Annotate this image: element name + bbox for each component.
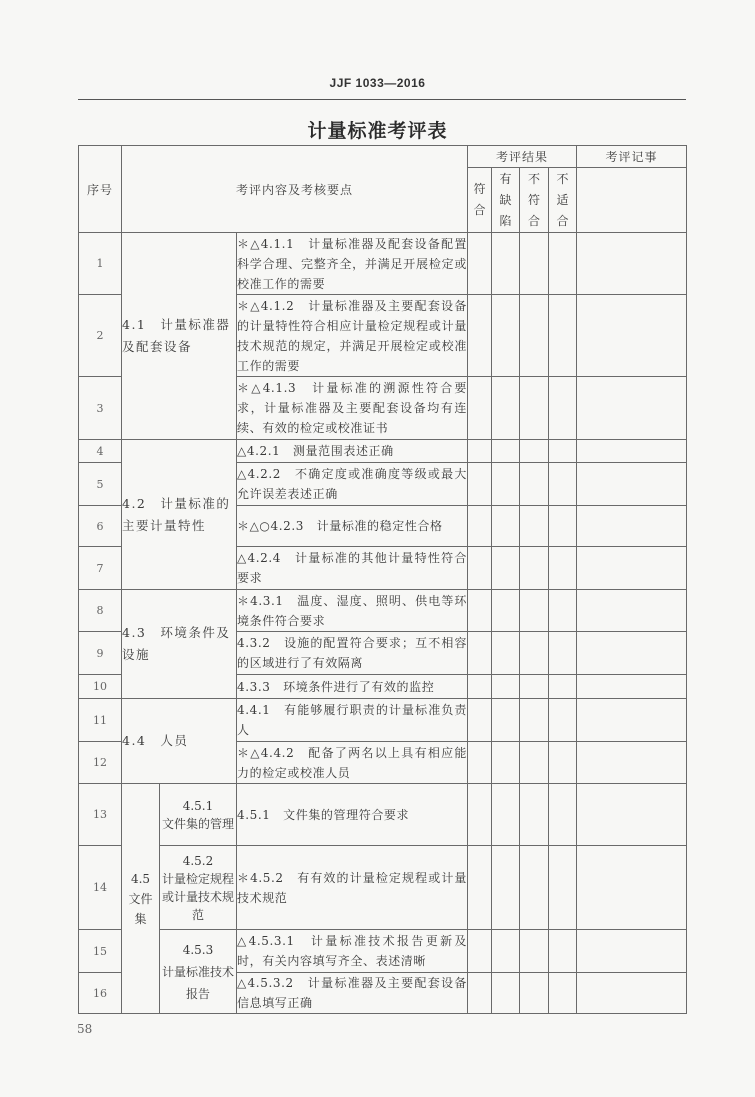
row-seq: 11 xyxy=(79,699,122,742)
notes-cell[interactable] xyxy=(577,846,687,930)
result-defect-cell[interactable] xyxy=(492,675,520,699)
row-item: 4.3.3 环境条件进行了有效的监控 xyxy=(237,675,468,699)
row-item: ＊△4.1.1 计量标准器及配套设备配置科学合理、完整齐全，并满足开展检定或校准工作的需要 xyxy=(237,233,468,295)
row-seq: 13 xyxy=(79,784,122,846)
result-fail-cell[interactable] xyxy=(520,377,549,440)
result-fail-cell[interactable] xyxy=(520,547,549,590)
result-pass-cell[interactable] xyxy=(468,930,492,973)
row-seq: 6 xyxy=(79,506,122,547)
table-row xyxy=(79,233,687,295)
result-defect-cell[interactable] xyxy=(492,742,520,784)
subcategory-4-5-2: 4.5.2 计量检定规程或计量技术规范 xyxy=(160,846,237,930)
row-seq: 2 xyxy=(79,295,122,377)
table-row xyxy=(79,784,687,846)
row-item: △4.2.1 测量范围表述正确 xyxy=(237,440,468,463)
result-pass-cell[interactable] xyxy=(468,590,492,632)
row-item: ＊△4.1.3 计量标准的溯源性符合要求，计量标准器及主要配套设备均有连续、有效的检定或校准证书 xyxy=(237,377,468,440)
notes-cell[interactable] xyxy=(577,295,687,377)
subcategory-4-5-1: 4.5.1 文件集的管理 xyxy=(160,784,237,846)
table-header-row xyxy=(79,146,687,168)
result-defect-cell[interactable] xyxy=(492,547,520,590)
notes-cell[interactable] xyxy=(577,547,687,590)
notes-header-blank xyxy=(577,168,687,233)
result-pass-cell[interactable] xyxy=(468,377,492,440)
header-rule xyxy=(78,99,686,100)
result-na-cell[interactable] xyxy=(549,632,577,675)
result-na-cell[interactable] xyxy=(549,742,577,784)
notes-cell[interactable] xyxy=(577,784,687,846)
result-pass-cell[interactable] xyxy=(468,973,492,1014)
result-fail-cell[interactable] xyxy=(520,846,549,930)
result-fail-cell[interactable] xyxy=(520,233,549,295)
table-row xyxy=(79,590,687,632)
header-fail: 不 符 合 xyxy=(520,168,549,233)
header-defect: 有 缺 陷 xyxy=(492,168,520,233)
result-na-cell[interactable] xyxy=(549,930,577,973)
table-row xyxy=(79,699,687,742)
result-fail-cell[interactable] xyxy=(520,463,549,506)
notes-cell[interactable] xyxy=(577,233,687,295)
result-na-cell[interactable] xyxy=(549,547,577,590)
result-fail-cell[interactable] xyxy=(520,699,549,742)
header-content: 考评内容及考核要点 xyxy=(122,146,468,233)
row-item: △4.5.3.2 计量标准器及主要配套设备信息填写正确 xyxy=(237,973,468,1014)
result-na-cell[interactable] xyxy=(549,295,577,377)
header-na: 不 适 合 xyxy=(549,168,577,233)
notes-cell[interactable] xyxy=(577,632,687,675)
page-title: 计量标准考评表 xyxy=(307,120,448,142)
result-defect-cell[interactable] xyxy=(492,295,520,377)
result-na-cell[interactable] xyxy=(549,377,577,440)
row-item: △4.2.2 不确定度或准确度等级或最大允许误差表述正确 xyxy=(237,463,468,506)
row-item: ＊4.3.1 温度、湿度、照明、供电等环境条件符合要求 xyxy=(237,590,468,632)
result-fail-cell[interactable] xyxy=(520,973,549,1014)
result-pass-cell[interactable] xyxy=(468,742,492,784)
notes-cell[interactable] xyxy=(577,440,687,463)
notes-cell[interactable] xyxy=(577,930,687,973)
result-na-cell[interactable] xyxy=(549,463,577,506)
result-pass-cell[interactable] xyxy=(468,632,492,675)
row-seq: 12 xyxy=(79,742,122,784)
notes-cell[interactable] xyxy=(577,506,687,547)
category-4-5: 4.5 文件 集 xyxy=(122,784,160,1014)
header-results: 考评结果 xyxy=(468,146,577,168)
table-row xyxy=(79,440,687,463)
row-item: 4.3.2 设施的配置符合要求；互不相容的区域进行了有效隔离 xyxy=(237,632,468,675)
result-na-cell[interactable] xyxy=(549,846,577,930)
evaluation-table xyxy=(78,145,687,1014)
result-defect-cell[interactable] xyxy=(492,506,520,547)
row-seq: 3 xyxy=(79,377,122,440)
page-number: 58 xyxy=(77,1022,93,1036)
result-defect-cell[interactable] xyxy=(492,973,520,1014)
notes-cell[interactable] xyxy=(577,973,687,1014)
result-defect-cell[interactable] xyxy=(492,632,520,675)
header-notes: 考评记事 xyxy=(577,146,687,168)
result-defect-cell[interactable] xyxy=(492,377,520,440)
row-seq: 8 xyxy=(79,590,122,632)
result-pass-cell[interactable] xyxy=(468,506,492,547)
document-code: JJF 1033—2016 xyxy=(329,76,426,90)
result-pass-cell[interactable] xyxy=(468,699,492,742)
result-defect-cell[interactable] xyxy=(492,846,520,930)
category-4-4: 4.4 人员 xyxy=(122,699,237,784)
result-defect-cell[interactable] xyxy=(492,463,520,506)
result-pass-cell[interactable] xyxy=(468,463,492,506)
notes-cell[interactable] xyxy=(577,675,687,699)
result-defect-cell[interactable] xyxy=(492,440,520,463)
result-pass-cell[interactable] xyxy=(468,547,492,590)
result-pass-cell[interactable] xyxy=(468,440,492,463)
result-defect-cell[interactable] xyxy=(492,699,520,742)
row-seq: 14 xyxy=(79,846,122,930)
result-na-cell[interactable] xyxy=(549,233,577,295)
result-fail-cell[interactable] xyxy=(520,295,549,377)
notes-cell[interactable] xyxy=(577,463,687,506)
result-defect-cell[interactable] xyxy=(492,930,520,973)
result-pass-cell[interactable] xyxy=(468,675,492,699)
row-item: 4.5.1 文件集的管理符合要求 xyxy=(237,784,468,846)
result-na-cell[interactable] xyxy=(549,440,577,463)
category-4-3: 4.3 环境条件及设施 xyxy=(122,590,237,699)
result-fail-cell[interactable] xyxy=(520,506,549,547)
row-item: ＊4.5.2 有有效的计量检定规程或计量技术规范 xyxy=(237,846,468,930)
category-4-1: 4.1 计量标准器及配套设备 xyxy=(122,233,237,440)
result-pass-cell[interactable] xyxy=(468,233,492,295)
result-pass-cell[interactable] xyxy=(468,295,492,377)
row-seq: 15 xyxy=(79,930,122,973)
row-seq: 9 xyxy=(79,632,122,675)
row-seq: 10 xyxy=(79,675,122,699)
notes-cell[interactable] xyxy=(577,742,687,784)
result-na-cell[interactable] xyxy=(549,784,577,846)
table-row xyxy=(79,930,687,973)
row-item: △4.5.3.1 计量标准技术报告更新及时，有关内容填写齐全、表述清晰 xyxy=(237,930,468,973)
result-na-cell[interactable] xyxy=(549,973,577,1014)
result-na-cell[interactable] xyxy=(549,506,577,547)
row-item: ＊△4.4.2 配备了两名以上具有相应能力的检定或校准人员 xyxy=(237,742,468,784)
result-pass-cell[interactable] xyxy=(468,784,492,846)
result-na-cell[interactable] xyxy=(549,699,577,742)
notes-cell[interactable] xyxy=(577,590,687,632)
result-fail-cell[interactable] xyxy=(520,742,549,784)
table-row xyxy=(79,846,687,930)
result-na-cell[interactable] xyxy=(549,675,577,699)
category-4-2: 4.2 计量标准的主要计量特性 xyxy=(122,440,237,590)
result-fail-cell[interactable] xyxy=(520,930,549,973)
result-fail-cell[interactable] xyxy=(520,675,549,699)
result-pass-cell[interactable] xyxy=(468,846,492,930)
result-fail-cell[interactable] xyxy=(520,784,549,846)
row-seq: 4 xyxy=(79,440,122,463)
row-item: ＊△○4.2.3 计量标准的稳定性合格 xyxy=(237,506,468,547)
row-item: 4.4.1 有能够履行职责的计量标准负责人 xyxy=(237,699,468,742)
row-seq: 1 xyxy=(79,233,122,295)
result-na-cell[interactable] xyxy=(549,590,577,632)
row-item: ＊△4.1.2 计量标准器及主要配套设备的计量特性符合相应计量检定规程或计量技术规范的规定，并满足开展检定或校准工作的需要 xyxy=(237,295,468,377)
row-seq: 5 xyxy=(79,463,122,506)
header-seq: 序号 xyxy=(79,146,122,233)
row-seq: 7 xyxy=(79,547,122,590)
result-defect-cell[interactable] xyxy=(492,590,520,632)
notes-cell[interactable] xyxy=(577,699,687,742)
header-pass: 符 合 xyxy=(468,168,492,233)
result-defect-cell[interactable] xyxy=(492,233,520,295)
notes-cell[interactable] xyxy=(577,377,687,440)
result-defect-cell[interactable] xyxy=(492,784,520,846)
subcategory-4-5-3: 4.5.3 计量标准技术报告 xyxy=(160,930,237,1014)
result-fail-cell[interactable] xyxy=(520,590,549,632)
result-fail-cell[interactable] xyxy=(520,440,549,463)
row-seq: 16 xyxy=(79,973,122,1014)
row-item: △4.2.4 计量标准的其他计量特性符合要求 xyxy=(237,547,468,590)
result-fail-cell[interactable] xyxy=(520,632,549,675)
